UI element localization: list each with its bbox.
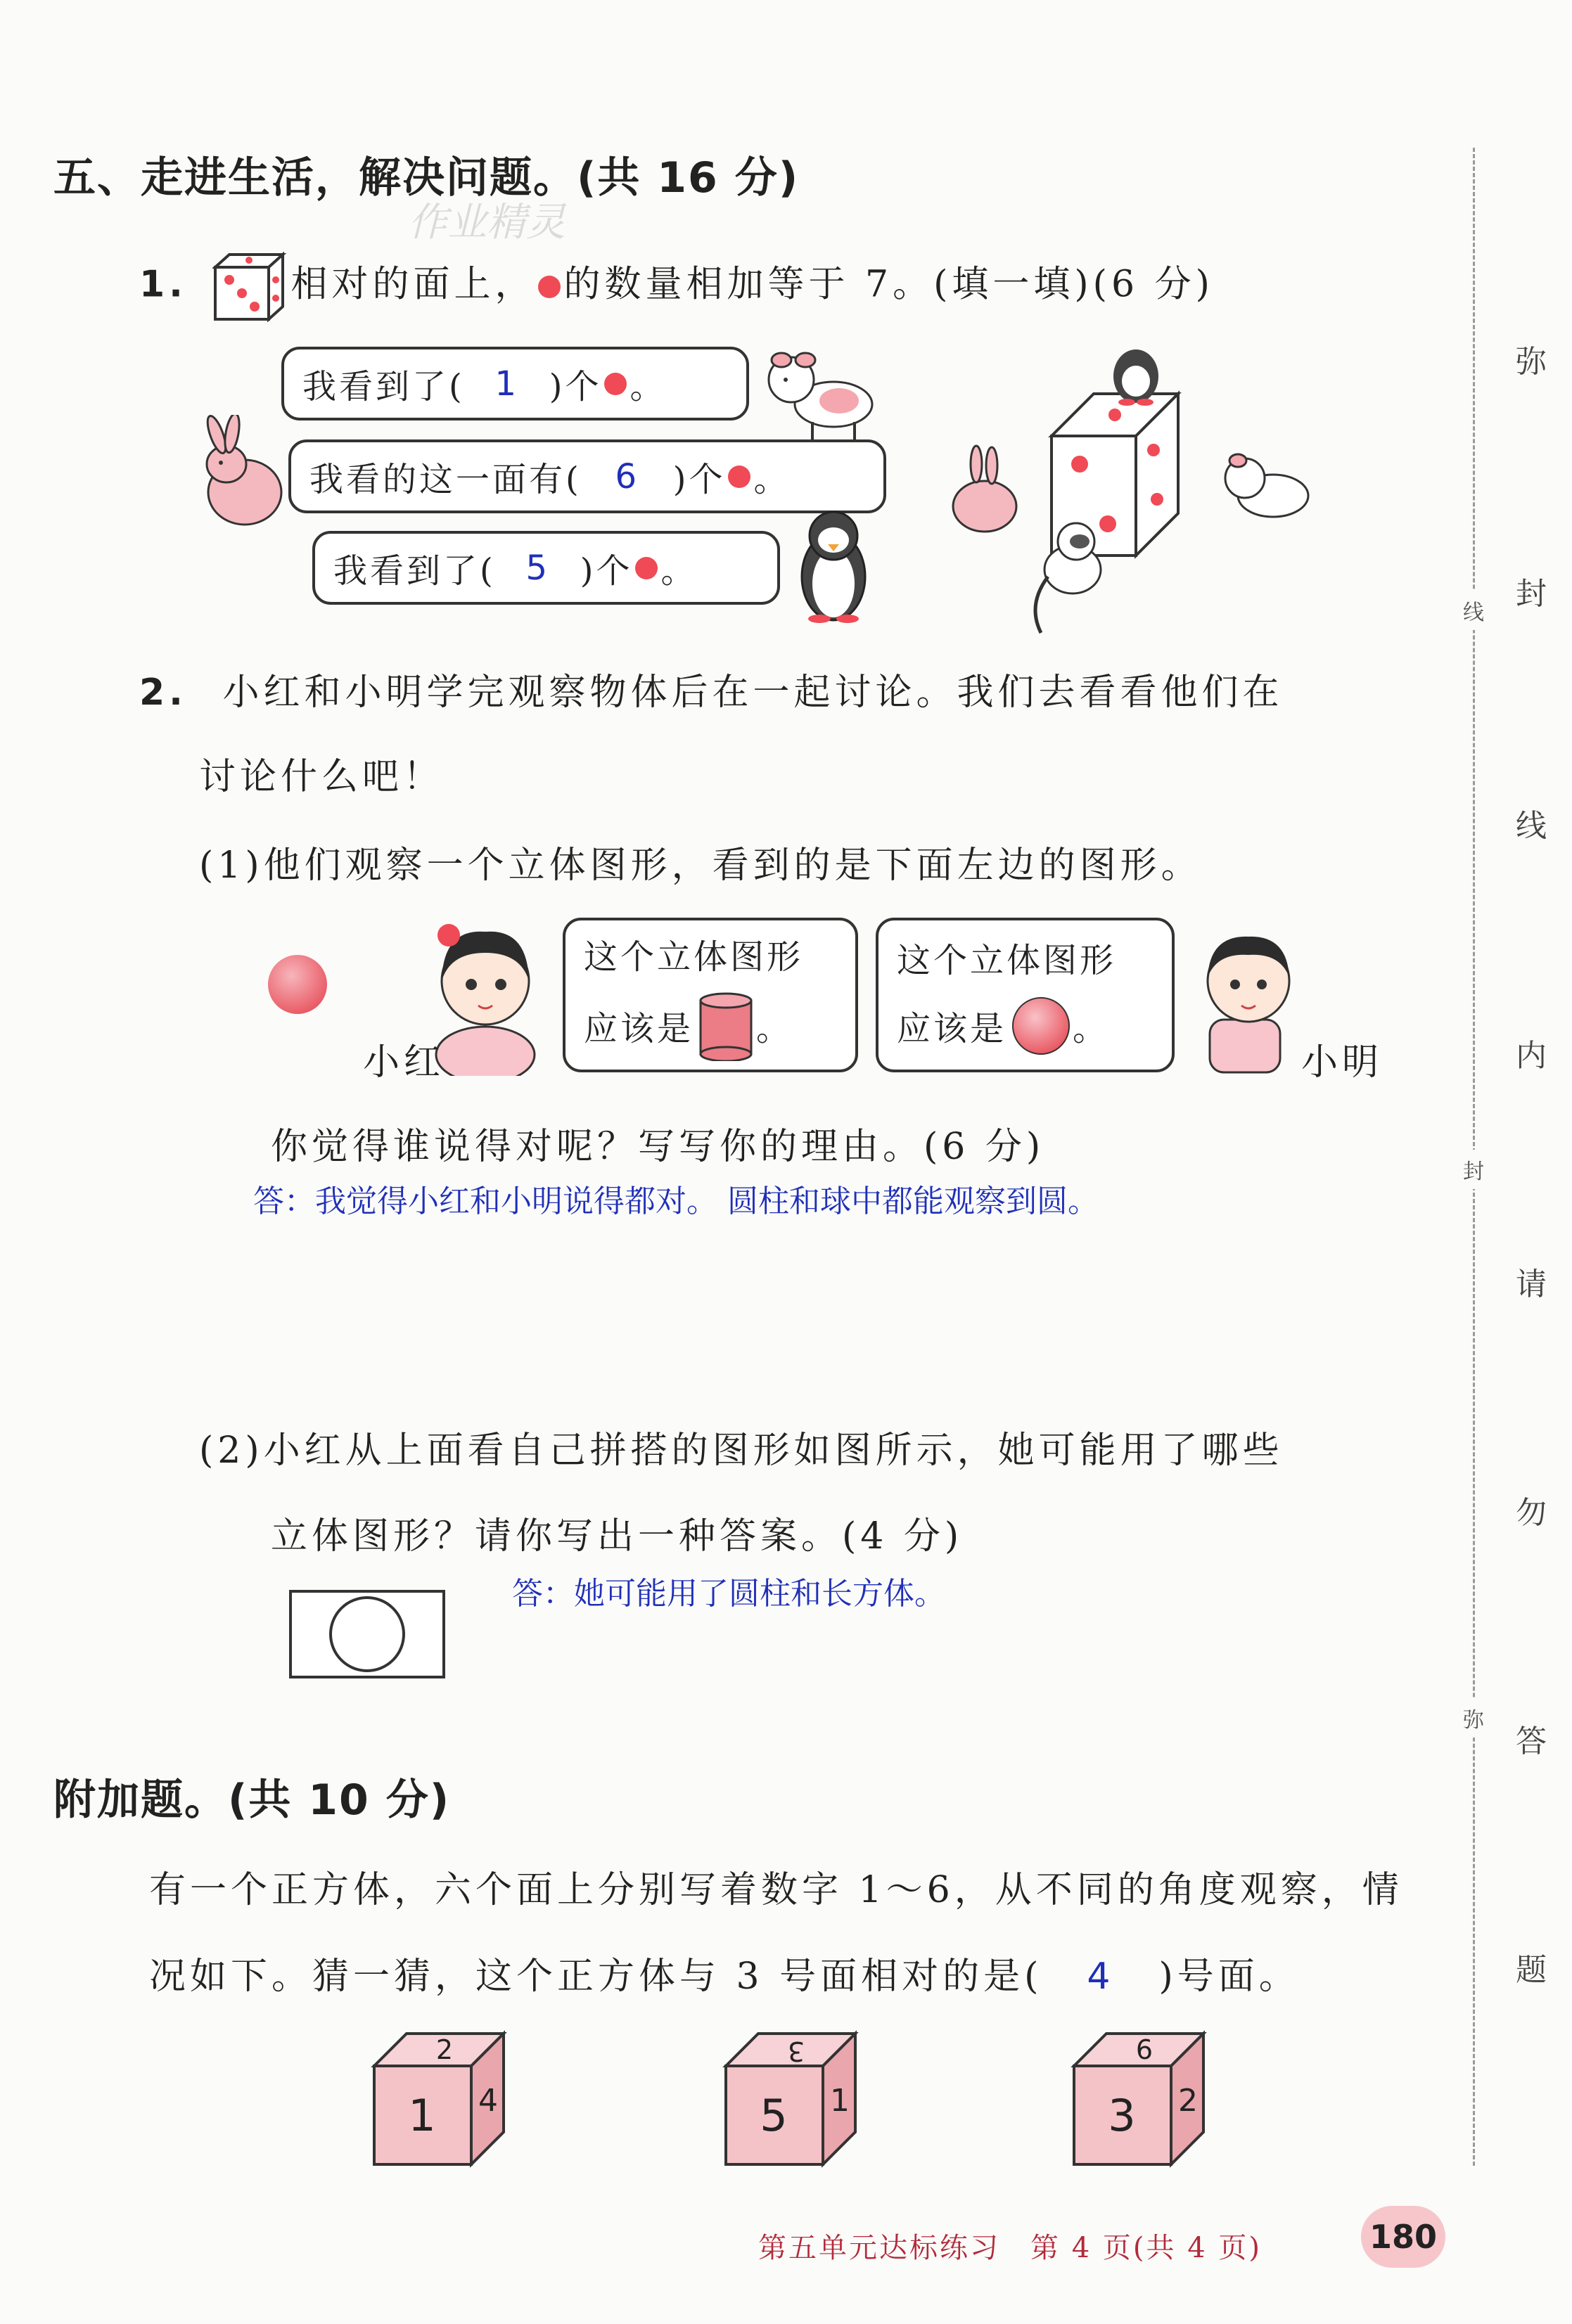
part-2-prompt-line2: 立体图形？请你写出一种答案。(4 分) [271, 1515, 964, 1558]
bubble-text: 这个立体图形 [584, 937, 804, 977]
number-cube [1066, 2025, 1213, 2173]
footer-text: 第五单元达标练习 第 4 页(共 4 页) [758, 2232, 1262, 2264]
bubble-text: 我看的这一面有( [309, 460, 582, 499]
cube-front-number: 5 [760, 2090, 788, 2141]
xiaoming-name-label: 小明 [1301, 1041, 1384, 1084]
binding-label: 弥 [1463, 1698, 1484, 1738]
bonus-line1: 有一个正方体，六个面上分别写着数字 1～6，从不同的角度观察，情 [149, 1869, 1403, 1911]
xiaoming-speech-bubble [876, 918, 1175, 1072]
bubble-period: 。 [756, 1009, 793, 1048]
penguin-speech-bubble [312, 531, 780, 605]
part-1-prompt: (1)他们观察一个立体图形，看到的是下面左边的图形。 [199, 845, 1202, 887]
bonus-text: 况如下。猜一猜，这个正方体与 3 号面相对的是( [149, 1956, 1043, 1998]
cube-top-number: 3 [787, 2036, 805, 2067]
part-2-prompt-line1: (2)小红从上面看自己拼搭的图形如图所示，她可能用了哪些 [199, 1430, 1284, 1472]
bubble-text: )个 [672, 460, 726, 499]
binding-label: 线 [1463, 591, 1484, 630]
answer-blank-2: 6 [615, 456, 639, 496]
red-dot-icon [604, 373, 627, 395]
sidebar-char: 请 [1516, 1266, 1547, 1302]
cube-side-number: 1 [830, 2083, 850, 2119]
sidebar-char: 内 [1516, 1038, 1547, 1074]
bubble-text: 这个立体图形 [897, 940, 1117, 980]
bubble-text: )个 [549, 367, 602, 406]
bubble-period: 。 [630, 367, 667, 406]
xiaohong-name-label: 小红 [363, 1041, 445, 1084]
bubble-period: 。 [753, 460, 791, 499]
bonus-answer: 4 [1087, 1956, 1115, 1998]
cylinder-icon [696, 991, 756, 1061]
question-1-text: 相对的面上， [290, 263, 536, 306]
penguin-illustration [791, 506, 876, 626]
question-2-line1 [139, 662, 1283, 715]
question-2-text: 小红和小明学完观察物体后在一起讨论。我们去看看他们在 [222, 672, 1284, 714]
sidebar-char: 封 [1516, 576, 1547, 612]
bonus-text: )号面。 [1158, 1956, 1300, 1998]
bonus-line2 [149, 1946, 1300, 1999]
sidebar-char: 勿 [1516, 1495, 1547, 1531]
top-view-figure [288, 1589, 447, 1681]
red-circle-shape [266, 953, 329, 1016]
bubble-text: )个 [580, 551, 633, 591]
sphere-icon [1009, 994, 1073, 1058]
bonus-heading: 附加题。(共 10 分) [53, 1776, 451, 1825]
bubble-text: 应该是 [897, 1009, 1007, 1048]
question-1 [139, 252, 1214, 322]
part-2-answer: 答：她可能用了圆柱和长方体。 [512, 1576, 945, 1612]
sidebar-char: 弥 [1516, 344, 1547, 380]
bubble-text: 我看到了( [333, 551, 496, 591]
question-2-line2: 讨论什么吧！ [199, 756, 445, 798]
question-number: 1. [139, 263, 187, 306]
xiaoming-illustration [1182, 914, 1301, 1076]
red-dot-icon [728, 466, 750, 488]
bubble-period: 。 [660, 551, 698, 591]
sidebar-char: 题 [1516, 1952, 1547, 1988]
watermark: 作业精灵 [408, 200, 565, 245]
cube-side-number: 2 [1178, 2083, 1198, 2119]
sidebar-char: 答 [1516, 1723, 1547, 1759]
cube-top-number: 2 [435, 2034, 454, 2065]
dog-illustration [756, 338, 879, 443]
section-heading: 五、走进生活，解决问题。(共 16 分) [53, 153, 800, 203]
bubble-text: 我看到了( [302, 367, 465, 406]
cube-front-number: 1 [408, 2090, 436, 2141]
bubble-text: 应该是 [584, 1009, 694, 1048]
rabbit-illustration [190, 415, 288, 534]
part-1-question: 你觉得谁说得对呢？写写你的理由。(6 分) [271, 1126, 1045, 1168]
dog-speech-bubble [281, 347, 749, 420]
rabbit-speech-bubble [288, 439, 886, 513]
red-dot-icon [538, 276, 561, 298]
number-cube [366, 2025, 513, 2173]
number-cube [717, 2025, 865, 2173]
question-number: 2. [139, 672, 187, 714]
bubble-period: 。 [1073, 1009, 1110, 1048]
cube-top-number: 6 [1135, 2034, 1154, 2065]
dice-scene-illustration [935, 338, 1336, 647]
page-number: 180 [1361, 2206, 1445, 2268]
answer-blank-3: 5 [525, 548, 550, 588]
answer-blank-1: 1 [494, 364, 519, 404]
sidebar-char: 线 [1516, 808, 1547, 844]
dice-icon [212, 252, 286, 322]
xiaohong-speech-bubble [563, 918, 858, 1072]
red-dot-icon [635, 557, 658, 579]
part-1-answer: 答：我觉得小红和小明说得都对。 圆柱和球中都能观察到圆。 [253, 1183, 1099, 1219]
binding-label: 封 [1463, 1150, 1484, 1189]
cube-front-number: 3 [1108, 2090, 1136, 2141]
cube-side-number: 4 [478, 2083, 498, 2119]
question-1-text-end: 的数量相加等于 7。(填一填)(6 分) [563, 263, 1214, 306]
